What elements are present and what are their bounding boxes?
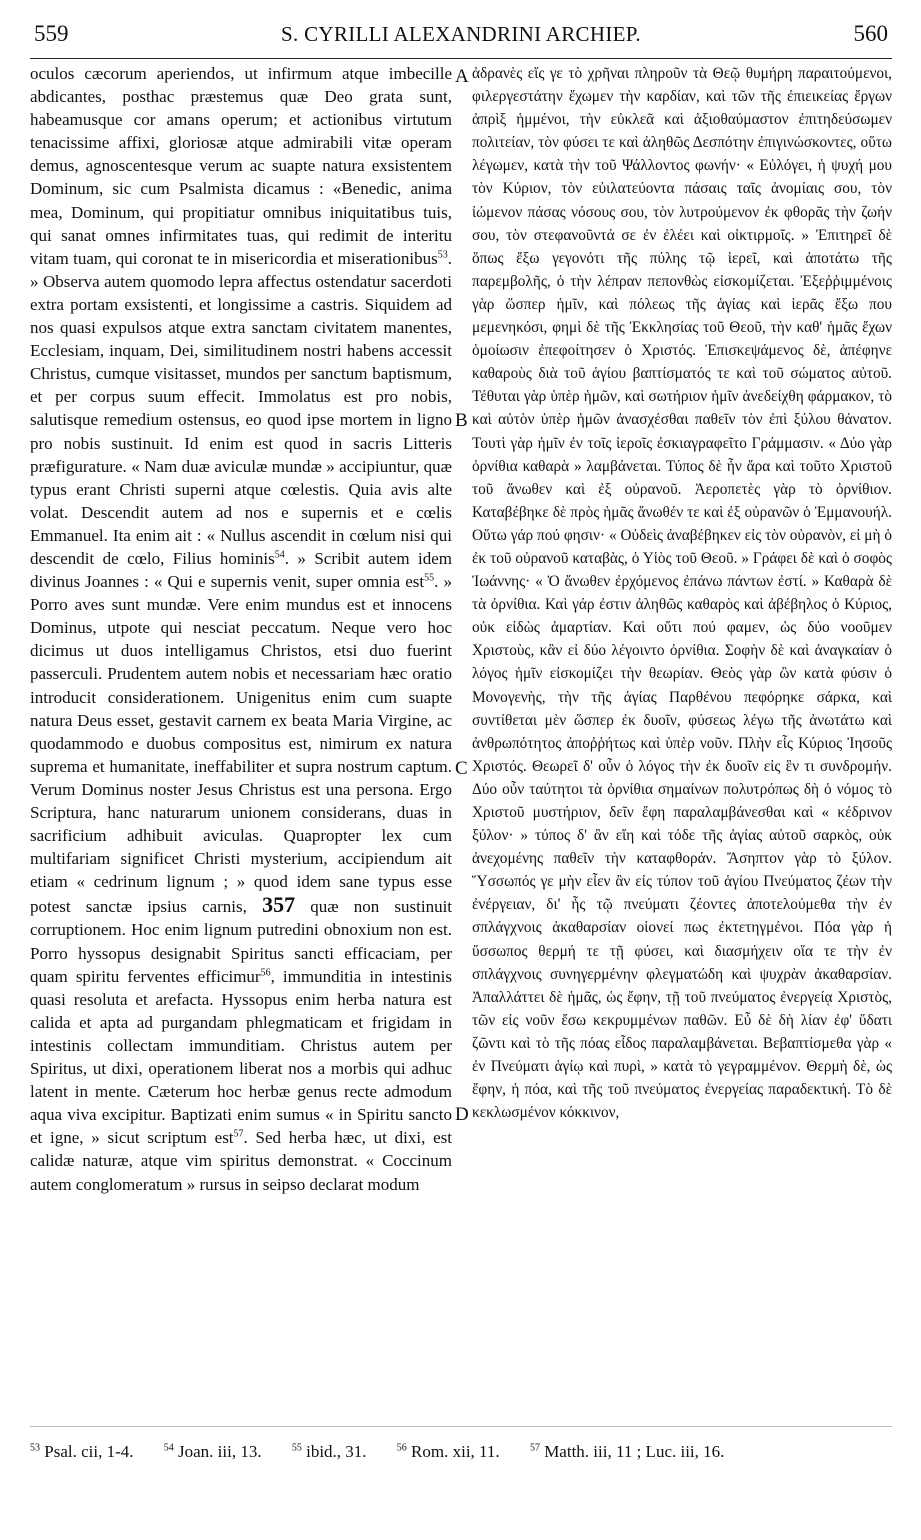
footnote-rule <box>30 1426 892 1427</box>
footnote-ref: 53 <box>437 249 448 261</box>
footnote-57 <box>530 1442 724 1461</box>
footnote-number: 54 <box>163 1442 174 1453</box>
footnote-ref: 56 <box>260 967 271 978</box>
footnotes <box>30 1436 892 1464</box>
latin-text-part: . » Porro aves sunt mundæ. Vere enim mundus est et innocens Dominus, utpote qui nesciat peccatum. Neque vero hoc dicimus ut duos intelligamus Christos, etsi duo fuerint passerculi. Prudentem autem nobis et necessariam hæc oratio introducit considerationem. Unigenitus enim cum suapte natura Deus esset, gestavit carnem ex beata Maria Virgine, ac quodammodo e duobus compositus est, nimirum ex natura suprema et humanitate, ineffabiliter et supra nostrum captum. Verum Dominus noster Jesus Christus est una persona. Ergo Scriptura, hanc naturarum unionem considerans, duas in sacrificium adhibuit aviculas. Quapropter lex cum multifariam significet Christi mysterium, accipiendum ait etiam « cedrinum lignum ; » quod idem sane typus esse potest sanctæ ipsius carnis, <box>30 572 452 917</box>
footnote-number: 57 <box>529 1442 540 1453</box>
latin-column <box>30 62 452 1422</box>
original-page-marker: 357 <box>262 892 296 918</box>
latin-text-part: . » Scribit autem idem divinus Joannes : « Qui e supernis venit, super omnia est <box>30 548 452 592</box>
margin-mark-b: B <box>455 410 468 431</box>
latin-text-part: . » Observa autem quomodo lepra affectus ostendatur sacerdoti extra portam exsistenti, et longissime a castris. Siquidem ad nos quasi expulsos atque extra sanctam civitatem manentes, Ecclesiam, inquam, Dei, similitudinem nostri habens accessit Christus, cumque visitasset, mundos per sanctum baptismum, et per corpus suum effecit. Immolatus est pro nobis, salutisque remedium ostensus, eo quod ipse mortem in ligno pro nobis sustinuit. Id enim est quod in sacris Litteris præfigurature. « Nam duæ aviculæ mundæ » accipiuntur, quæ typus erant Christi superni atque cœlestis. Quia avis alte volat. Descendit autem ad nos e supernis et e cœlis Emmanuel. Ita enim ait : « Nullus ascendit in cœlum nisi qui descendit de cœlo, Filius hominis <box>30 248 452 568</box>
footnote-number: 53 <box>30 1442 40 1453</box>
footnote-ref: 57 <box>233 1128 244 1140</box>
margin-mark-c: C <box>455 758 468 779</box>
page-header <box>30 8 892 59</box>
running-title: S. CYRILLI ALEXANDRINI ARCHIEP. <box>281 22 641 46</box>
footnote-text: ibid., 31. <box>306 1441 367 1461</box>
footnote-ref: 55 <box>424 572 435 584</box>
footnote-56 <box>397 1442 500 1461</box>
latin-text-part: oculos cæcorum aperiendos, ut infirmum atque imbecille abdicantes, posthac præstemus quæ Deo grata sunt, habeamusque cor amans operum; et actionibus virtutum tenacissime affixi, gloriosæ atque admirabili vitæ operam demus, agnoscentesque verum ac suapte natura exsistentem Dominum, sic cum Psalmista dicamus : «Benedic, anima mea, Dominum, qui propitiatur omnibus iniquitatibus tuis, qui sanat omnes infirmitates tuas, qui redimit de interitu vitam tuam, qui coronat te in misericordia et miserationibus <box>30 64 452 268</box>
latin-text-part: , immunditia in intestinis quasi resoluta et arefacta. Hyssopus enim herba natura est calida et apta ad purgandam phlegmaticam et frigidam in intestinis collectam immunditiam. Christus autem per Spiritus, ut dixi, operationem liberat nos a morbis qui adhuc latent in mente. Cæterum hoc herbæ genus recte admodum aqua viva excipitur. Baptizati enim sumus « in Spiritu sancto et igne, » sicut scriptum est <box>30 966 452 1148</box>
margin-mark-a: A <box>455 66 469 87</box>
footnote-number: 56 <box>396 1442 407 1453</box>
latin-text-part: . Sed herba hæc, ut dixi, est calidæ naturæ, atque vim spiritus demonstrat. « Coccinum autem conglomeratum » rursus in seipso declarat modum <box>30 1128 452 1194</box>
latin-text <box>30 62 452 1196</box>
margin-mark-d: D <box>455 1104 469 1125</box>
page-number-right: 560 <box>853 21 888 46</box>
page-number-left: 559 <box>34 21 69 46</box>
greek-column <box>472 62 892 1422</box>
footnote-number: 55 <box>291 1442 302 1453</box>
latin-text-part: quæ non sustinuit corruptionem. Hoc enim lignum putredini obnoxium non est. Porro hyssopus designabit Spiritus sancti efficaciam, per quam spiritu ferventes efficimur <box>30 897 452 986</box>
footnote-ref: 54 <box>274 549 285 561</box>
footnote-55 <box>292 1442 367 1461</box>
footnote-text: Psal. cii, 1-4. <box>44 1441 134 1461</box>
footnote-text: Matth. iii, 11 ; Luc. iii, 16. <box>544 1441 725 1461</box>
greek-text: ἀδρανὲς εἴς γε τὸ χρῆναι πληροῦν τὰ Θεῷ θυμήρη παραιτούμενοι, φιλεργεστάτην ἔχωμεν τὴν καρδίαν, καὶ τῶν τῆς ἐπιεικείας ἔργων ἀπρὶξ ἡμμένοι, τὴν εὐκλεᾶ καὶ ἀξιοθαύμαστον ἐπιτηδεύσωμεν πολιτείαν, τὸν φύσει τε καὶ ἀληθῶς Δεσπότην ἐπιγινώσκοντες, οὕτω λέγωμεν, κατὰ τὴν τοῦ Ψάλλοντος φωνήν· « Εὐλόγει, ἡ ψυχή μου τὸν Κύριον, τὸν εὐιλατεύοντα πάσαις ταῖς ἀνομίαις σου, τὸν ἰώμενον πάσας νόσους σου, τὸν λυτρούμενον ἐκ φθορᾶς τὴν ζωήν σου, τὸν στεφανοῦντά σε ἐν ἐλέει καὶ οἰκτιρμοῖς. » Ἐπιτηρεῖ δὲ ὅπως ἔξω γεγονότι τῆς πύλης τῷ ἱερεῖ, καὶ ἀποτάτω τῆς παρεμβολῆς, ὁ τὴν λέπραν πεπονθὼς εἰσκομίζεται. Ἐξεῤῥιμμένοις γὰρ ὥσπερ ἡμῖν, καὶ πόλεως τῆς ἁγίας καὶ ἱερᾶς ἔξω που μεμενηκόσι, φημὶ δὲ τῆς Ἐκκλησίας τοῦ Θεοῦ, τὴν καθ' ἡμᾶς ἔχων ὁμοίωσιν ἐπεφοίτησεν ὁ Χριστός. Ἐπισκεψάμενος δὲ, ἀπέφηνε καθαροὺς διὰ τοῦ ἁγίου βαπτίσματός τε καὶ τοῦ σώματος αὐτοῦ. Τέθυται γὰρ ὑπὲρ ἡμῶν, καὶ σωτήριον ἡμῖν ἀνεδείχθη φάρμακον, τὸ καὶ αὐτὸν ὑπὲρ ἡμῶν ἀνασχέσθαι παθεῖν τὸν ἐπὶ ξύλου θάνατον. Τουτὶ γὰρ ἡμῖν ἐν τοῖς ἱεροῖς ἐσκιαγραφεῖτο Γράμμασιν. « Δύο γὰρ ὀρνίθια καθαρὰ » λαμβάνεται. Τύπος δὲ ἦν ἄρα καὶ τοῦτο Χριστοῦ τοῦ ἄνωθεν καὶ ἐξ οὐρανοῦ. Ἀεροπετὲς γὰρ τὸ ὀρνίθιον. Καταβέβηκε δὲ πρὸς ἡμᾶς ἄνωθέν τε καὶ ἐξ οὐρανῶν ὁ Ἐμμανουήλ. Οὕτω γάρ πού φησιν· « Οὐδεὶς ἀναβέβηκεν εἰς τὸν οὐρανὸν, εἰ μὴ ὁ ἐκ τοῦ οὐρανοῦ καταβὰς, ὁ Υἱὸς τοῦ Θεοῦ. » Γράφει δὲ καὶ ὁ σοφὸς Ἰωάννης· « Ὁ ἄνωθεν ἐρχόμενος ἐπάνω πάντων ἐστί. » Καθαρὰ δὲ τὰ ὀρνίθια. Καὶ γάρ ἐστιν ἀληθῶς καθαρὸς καὶ ἀβέβηλος ὁ Κύριος, οὐκ εἰδὼς ἁμαρτίαν. Καὶ οὔτι πού φαμεν, ὡς δύο νοοῦμεν Χριστοὺς, κἂν εἰ δύο λέγοιντο ὀρνίθια. Σοφὴν δὲ καὶ ἀναγκαίαν ὁ λόγος ἡμῖν εἰσκομίζει τὴν θεωρίαν. Θεὸς γὰρ ὢν κατὰ φύσιν ὁ Μονογενὴς, τὴν τῆς ἁγίας Παρθένου πεφόρηκε σάρκα, καὶ συντίθεται μὲν ὥσπερ ἐκ δυοῖν, φύσεως λέγω τῆς ἀνωτάτω καὶ ἀνθρωπότητος ἀποῤῥήτως καὶ ὑπὲρ νοῦν. Πλὴν εἷς Κύριος Ἰησοῦς Χριστός. Θεωρεῖ δ' οὖν ὁ λόγος τὴν ἐκ δυοῖν εἰς ἓν τι συνδρομήν. Δύο οὖν ταύτητοι τὰ ὀρνίθια σημαίνων πολυτρόπως δὴ ὁ νόμος τὸ Χριστοῦ μυστήριον, δεῖν ἔφη παραλαμβάνεσθαι καὶ « κέδρινον ξύλον· » τύπος δ' ἂν εἴη καὶ τόδε τῆς ἁγίας αὐτοῦ σαρκὸς, οὐκ ἀνεχομένης παθεῖν τὴν καταφθοράν. Ἄσηπτον γὰρ τὸ ξύλον. Ὕσσωπός γε μὴν εἶεν ἂν εἰς τύπον τοῦ ἁγίου Πνεύματος ζέων τὴν ἐνέργειαν, δι' ἧς τῷ πνεύματι ζέοντες ἀποτελούμεθα τὴν ἐν σπλάγχνοις ἀκαθαρσίαν οἱονεί πως ἐκτετηγμένοι. Πόα γὰρ ἡ ὕσσωπος θερμή τε τῇ φύσει, καὶ διασμήχειν οἵα τε τὴν ἐν σπλάγχνοις συνηγερμένην φλεγματώδη καὶ ψυχρὰν ἀκαθαρσίαν. Ἀπαλλάττει δὲ ἡμᾶς, ὡς ἔφην, τῇ τοῦ πνεύματος ἐνεργείᾳ Χριστὸς, τῶν εἰς νοῦν ἔσω κεκρυμμένων παθῶν. Εὖ δὲ δὴ λίαν ἐφ' ὕδατι ζῶντι καὶ τὸ τῆς πόας εἶδος παραλαμβάνεται. Βεβαπτίσμεθα γὰρ « ἐν Πνεύματι ἁγίῳ καὶ πυρὶ, » κατὰ τὸ γεγραμμένον. Θερμὴ δὲ, ὡς ἔφην, ἡ πόα, καὶ τῆς τοῦ πνεύματος ἐνεργείας παραδεκτική. Τὸ δὲ κεκλωσμένον κόκκινον, <box>472 65 892 1122</box>
footnote-53 <box>30 1442 134 1461</box>
footnote-text: Joan. iii, 13. <box>178 1441 262 1461</box>
footnote-text: Rom. xii, 11. <box>411 1441 500 1461</box>
footnote-54 <box>164 1442 262 1461</box>
